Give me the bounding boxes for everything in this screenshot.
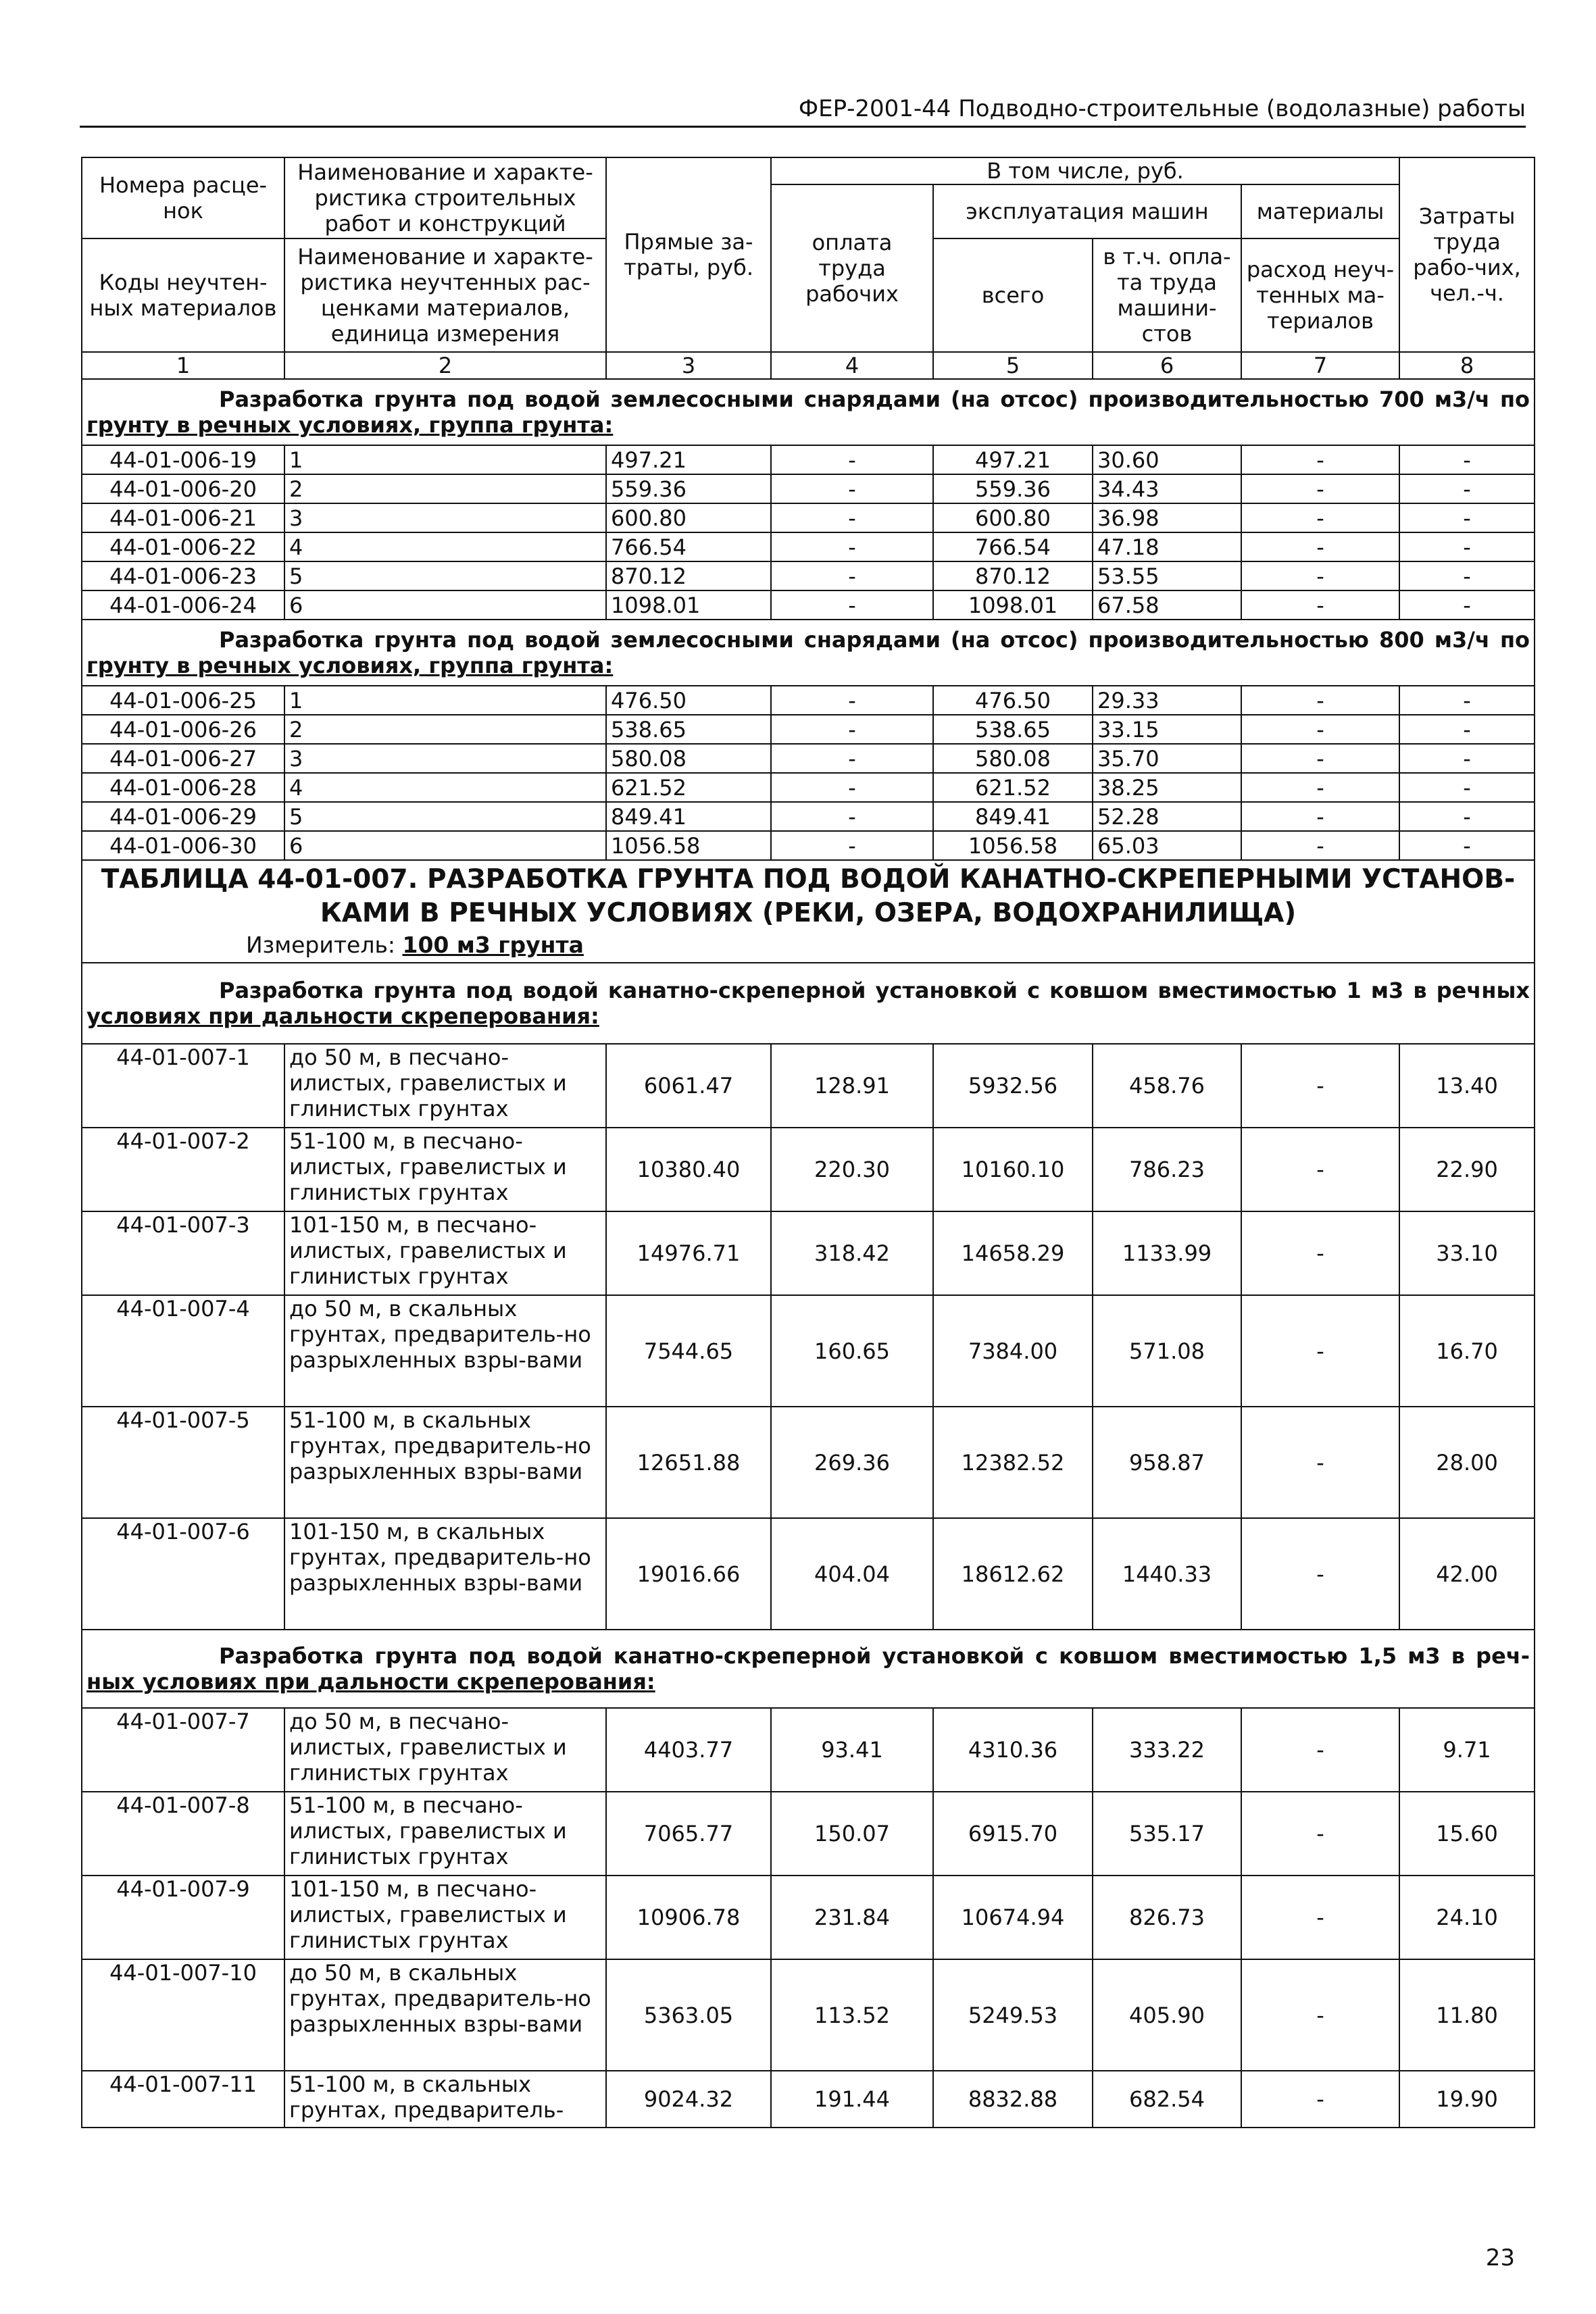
section-title: Разработка грунта под водой землесосными снарядами (на отсос) производительностью 800 м3/ч по (219, 627, 1530, 653)
worker-wages: - (771, 802, 933, 831)
materials: - (1241, 1044, 1399, 1128)
table-row (82, 1211, 1535, 1295)
direct-costs: 10906.78 (606, 1876, 771, 1959)
soil-group: 5 (284, 802, 606, 831)
worker-wages: - (771, 532, 933, 561)
machinist-wages: 33.15 (1093, 715, 1241, 744)
work-description: до 50 м, в скальных грунтах, предваритель-но разрыхленных взры-вами (284, 1959, 606, 2071)
direct-costs: 580.08 (606, 744, 771, 773)
header-materials-consumption: расход неуч-тенных ма-териалов (1241, 238, 1399, 352)
machinist-wages: 35.70 (1093, 744, 1241, 773)
soil-group: 5 (284, 561, 606, 590)
direct-costs: 1098.01 (606, 590, 771, 620)
machine-total: 18612.62 (933, 1518, 1093, 1630)
soil-group: 6 (284, 590, 606, 620)
rate-code: 44-01-007-8 (82, 1792, 284, 1876)
section-title-end: грунту в речных условиях, группа грунта: (86, 412, 614, 438)
worker-wages: - (771, 503, 933, 532)
page-number: 23 (1485, 2244, 1515, 2271)
section-heading (82, 1630, 1535, 1708)
worker-wages: 93.41 (771, 1708, 933, 1792)
table-row (82, 686, 1535, 715)
machine-total: 10674.94 (933, 1876, 1093, 1959)
rate-code: 44-01-006-28 (82, 773, 284, 802)
machinist-wages: 30.60 (1093, 445, 1241, 474)
machinist-wages: 571.08 (1093, 1295, 1241, 1407)
section-heading (82, 379, 1535, 445)
labor-costs: 33.10 (1399, 1211, 1535, 1295)
table-row (82, 1518, 1535, 1630)
direct-costs: 6061.47 (606, 1044, 771, 1128)
machine-total: 600.80 (933, 503, 1093, 532)
table-row (82, 744, 1535, 773)
direct-costs: 7544.65 (606, 1295, 771, 1407)
materials: - (1241, 773, 1399, 802)
materials: - (1241, 1876, 1399, 1959)
soil-group: 4 (284, 773, 606, 802)
rate-code: 44-01-006-19 (82, 445, 284, 474)
column-number: 8 (1399, 352, 1535, 379)
worker-wages: 318.42 (771, 1211, 933, 1295)
worker-wages: - (771, 445, 933, 474)
table-row (82, 561, 1535, 590)
direct-costs: 4403.77 (606, 1708, 771, 1792)
materials: - (1241, 2071, 1399, 2128)
materials: - (1241, 1959, 1399, 2071)
machinist-wages: 52.28 (1093, 802, 1241, 831)
materials: - (1241, 474, 1399, 503)
machine-total: 497.21 (933, 445, 1093, 474)
materials: - (1241, 590, 1399, 620)
work-description: 51-100 м, в скальных грунтах, предваритель- (284, 2071, 606, 2128)
direct-costs: 10380.40 (606, 1128, 771, 1211)
machine-total: 12382.52 (933, 1407, 1093, 1518)
machinist-wages: 333.22 (1093, 1708, 1241, 1792)
worker-wages: 191.44 (771, 2071, 933, 2128)
labor-costs: - (1399, 744, 1535, 773)
materials: - (1241, 1792, 1399, 1876)
table-row (82, 715, 1535, 744)
materials: - (1241, 503, 1399, 532)
labor-costs: - (1399, 715, 1535, 744)
header-machine-total: всего (933, 238, 1093, 352)
rate-code: 44-01-007-3 (82, 1211, 284, 1295)
rate-code: 44-01-006-22 (82, 532, 284, 561)
table-row (82, 773, 1535, 802)
worker-wages: 231.84 (771, 1876, 933, 1959)
direct-costs: 600.80 (606, 503, 771, 532)
table-row (82, 1876, 1535, 1959)
table-row (82, 503, 1535, 532)
labor-costs: 28.00 (1399, 1407, 1535, 1518)
column-number: 6 (1093, 352, 1241, 379)
meter-value: 100 м3 грунта (402, 932, 584, 958)
labor-costs: - (1399, 590, 1535, 620)
soil-group: 6 (284, 831, 606, 860)
work-description: 51-100 м, в песчано-илистых, гравелистых и глинистых грунтах (284, 1128, 606, 1211)
labor-costs: - (1399, 773, 1535, 802)
header-norm-numbers: Номера расце-нок (82, 157, 284, 238)
direct-costs: 559.36 (606, 474, 771, 503)
machine-total: 6915.70 (933, 1792, 1093, 1876)
machine-total: 7384.00 (933, 1295, 1093, 1407)
table-row (82, 802, 1535, 831)
machine-total: 4310.36 (933, 1708, 1093, 1792)
rate-code: 44-01-007-6 (82, 1518, 284, 1630)
direct-costs: 19016.66 (606, 1518, 771, 1630)
labor-costs: 9.71 (1399, 1708, 1535, 1792)
machine-total: 870.12 (933, 561, 1093, 590)
materials: - (1241, 686, 1399, 715)
work-description: до 50 м, в скальных грунтах, предваритель-но разрыхленных взры-вами (284, 1295, 606, 1407)
work-description: 51-100 м, в песчано-илистых, гравелистых и глинистых грунтах (284, 1792, 606, 1876)
work-description: 101-150 м, в песчано-илистых, гравелистых и глинистых грунтах (284, 1876, 606, 1959)
section-heading (82, 963, 1535, 1044)
soil-group: 2 (284, 474, 606, 503)
labor-costs: 42.00 (1399, 1518, 1535, 1630)
machine-total: 10160.10 (933, 1128, 1093, 1211)
table-row (82, 1128, 1535, 1211)
header-including: В том числе, руб. (771, 157, 1399, 184)
labor-costs: 15.60 (1399, 1792, 1535, 1876)
section-title: Разработка грунта под водой канатно-скреперной установкой с ковшом вместимостью 1,5 м3 в реч- (219, 1643, 1530, 1669)
table-row (82, 532, 1535, 561)
page-header: ФЕР-2001-44 Подводно-строительные (водолазные) работы (80, 93, 1526, 128)
rate-code: 44-01-006-24 (82, 590, 284, 620)
table-title-row (82, 860, 1535, 963)
direct-costs: 476.50 (606, 686, 771, 715)
worker-wages: 404.04 (771, 1518, 933, 1630)
rate-code: 44-01-007-5 (82, 1407, 284, 1518)
machinist-wages: 29.33 (1093, 686, 1241, 715)
header-machine-operation: эксплуатация машин (933, 184, 1241, 238)
direct-costs: 12651.88 (606, 1407, 771, 1518)
direct-costs: 870.12 (606, 561, 771, 590)
rate-code: 44-01-007-9 (82, 1876, 284, 1959)
rate-code: 44-01-007-7 (82, 1708, 284, 1792)
machine-total: 559.36 (933, 474, 1093, 503)
worker-wages: - (771, 831, 933, 860)
machine-total: 621.52 (933, 773, 1093, 802)
section-title: Разработка грунта под водой землесосными снарядами (на отсос) производительностью 700 м3/ч по (219, 386, 1530, 412)
machine-total: 580.08 (933, 744, 1093, 773)
machinist-wages: 1133.99 (1093, 1211, 1241, 1295)
direct-costs: 7065.77 (606, 1792, 771, 1876)
meter-row (86, 930, 1530, 960)
machinist-wages: 38.25 (1093, 773, 1241, 802)
header-material-codes: Коды неучтен-ных материалов (82, 238, 284, 352)
column-number: 5 (933, 352, 1093, 379)
meter-label: Измеритель: (246, 932, 403, 958)
rate-code: 44-01-006-20 (82, 474, 284, 503)
direct-costs: 766.54 (606, 532, 771, 561)
table-row (82, 2071, 1535, 2128)
table-row (82, 445, 1535, 474)
soil-group: 3 (284, 744, 606, 773)
table-row (82, 1407, 1535, 1518)
table-title: ТАБЛИЦА 44-01-007. РАЗРАБОТКА ГРУНТА ПОД ВОДОЙ КАНАТНО-СКРЕПЕРНЫМИ УСТАНОВ-КАМИ В РЕЧНЫХ УСЛОВИЯХ (РЕКИ, ОЗЕРА, ВОДОХРАНИЛИЩА) (101, 864, 1516, 928)
materials: - (1241, 1518, 1399, 1630)
materials: - (1241, 715, 1399, 744)
work-description: до 50 м, в песчано-илистых, гравелистых и глинистых грунтах (284, 1044, 606, 1128)
machinist-wages: 65.03 (1093, 831, 1241, 860)
rate-code: 44-01-007-10 (82, 1959, 284, 2071)
materials: - (1241, 1128, 1399, 1211)
rate-code: 44-01-006-29 (82, 802, 284, 831)
rate-code: 44-01-007-11 (82, 2071, 284, 2128)
machinist-wages: 1440.33 (1093, 1518, 1241, 1630)
machinist-wages: 786.23 (1093, 1128, 1241, 1211)
direct-costs: 5363.05 (606, 1959, 771, 2071)
direct-costs: 497.21 (606, 445, 771, 474)
soil-group: 4 (284, 532, 606, 561)
rate-code: 44-01-007-1 (82, 1044, 284, 1128)
materials: - (1241, 561, 1399, 590)
column-number: 3 (606, 352, 771, 379)
work-description: до 50 м, в песчано-илистых, гравелистых и глинистых грунтах (284, 1708, 606, 1792)
column-number: 7 (1241, 352, 1399, 379)
materials: - (1241, 1708, 1399, 1792)
machinist-wages: 458.76 (1093, 1044, 1241, 1128)
column-number: 2 (284, 352, 606, 379)
work-description: 51-100 м, в скальных грунтах, предваритель-но разрыхленных взры-вами (284, 1407, 606, 1518)
worker-wages: 160.65 (771, 1295, 933, 1407)
worker-wages: 220.30 (771, 1128, 933, 1211)
materials: - (1241, 1407, 1399, 1518)
materials: - (1241, 1295, 1399, 1407)
labor-costs: - (1399, 503, 1535, 532)
table-row (82, 474, 1535, 503)
rates-table (81, 157, 1535, 2128)
column-number: 4 (771, 352, 933, 379)
rate-code: 44-01-006-30 (82, 831, 284, 860)
table-row (82, 831, 1535, 860)
table-row (82, 1792, 1535, 1876)
header-work-name: Наименование и характе-ристика строительных работ и конструкций (284, 157, 606, 238)
machinist-wages: 405.90 (1093, 1959, 1241, 2071)
rate-code: 44-01-006-23 (82, 561, 284, 590)
machine-total: 476.50 (933, 686, 1093, 715)
worker-wages: - (771, 773, 933, 802)
work-description: 101-150 м, в скальных грунтах, предваритель-но разрыхленных взры-вами (284, 1518, 606, 1630)
rate-code: 44-01-007-4 (82, 1295, 284, 1407)
soil-group: 1 (284, 445, 606, 474)
machinist-wages: 535.17 (1093, 1792, 1241, 1876)
table-row (82, 590, 1535, 620)
direct-costs: 538.65 (606, 715, 771, 744)
materials: - (1241, 744, 1399, 773)
worker-wages: 269.36 (771, 1407, 933, 1518)
labor-costs: 11.80 (1399, 1959, 1535, 2071)
machinist-wages: 958.87 (1093, 1407, 1241, 1518)
labor-costs: - (1399, 532, 1535, 561)
labor-costs: 16.70 (1399, 1295, 1535, 1407)
column-number: 1 (82, 352, 284, 379)
machine-total: 1056.58 (933, 831, 1093, 860)
machine-total: 766.54 (933, 532, 1093, 561)
table-row (82, 1044, 1535, 1128)
rate-code: 44-01-006-25 (82, 686, 284, 715)
section-title-end: грунту в речных условиях, группа грунта: (86, 653, 614, 678)
section-title-end: условиях при дальности скреперования: (86, 1003, 599, 1029)
work-description: 101-150 м, в песчано-илистых, гравелистых и глинистых грунтах (284, 1211, 606, 1295)
header-labor-costs: Затраты труда рабо-чих, чел.-ч. (1399, 157, 1535, 352)
materials: - (1241, 802, 1399, 831)
worker-wages: - (771, 474, 933, 503)
header-material-name: Наименование и характе-ристика неучтенных рас-ценками материалов, единица измерения (284, 238, 606, 352)
table-row (82, 1959, 1535, 2071)
labor-costs: 24.10 (1399, 1876, 1535, 1959)
worker-wages: 150.07 (771, 1792, 933, 1876)
labor-costs: 22.90 (1399, 1128, 1535, 1211)
soil-group: 3 (284, 503, 606, 532)
machinist-wages: 34.43 (1093, 474, 1241, 503)
materials: - (1241, 532, 1399, 561)
section-title-end: ных условиях при дальности скреперования: (86, 1669, 655, 1694)
materials: - (1241, 831, 1399, 860)
materials: - (1241, 1211, 1399, 1295)
direct-costs: 621.52 (606, 773, 771, 802)
table-row (82, 1295, 1535, 1407)
section-title: Разработка грунта под водой канатно-скреперной установкой с ковшом вместимостью 1 м3 в речных (219, 978, 1530, 1003)
machinist-wages: 53.55 (1093, 561, 1241, 590)
labor-costs: - (1399, 561, 1535, 590)
direct-costs: 1056.58 (606, 831, 771, 860)
soil-group: 2 (284, 715, 606, 744)
direct-costs: 849.41 (606, 802, 771, 831)
machine-total: 5249.53 (933, 1959, 1093, 2071)
labor-costs: - (1399, 445, 1535, 474)
header-machinist-wages: в т.ч. опла-та труда машини-стов (1093, 238, 1241, 352)
column-numbers-row (82, 352, 1535, 379)
rate-code: 44-01-006-26 (82, 715, 284, 744)
header-materials: материалы (1241, 184, 1399, 238)
machinist-wages: 67.58 (1093, 590, 1241, 620)
worker-wages: 113.52 (771, 1959, 933, 2071)
labor-costs: - (1399, 686, 1535, 715)
machine-total: 849.41 (933, 802, 1093, 831)
worker-wages: - (771, 561, 933, 590)
machine-total: 538.65 (933, 715, 1093, 744)
materials: - (1241, 445, 1399, 474)
worker-wages: 128.91 (771, 1044, 933, 1128)
direct-costs: 9024.32 (606, 2071, 771, 2128)
header-direct-costs: Прямые за-траты, руб. (606, 157, 771, 352)
labor-costs: - (1399, 474, 1535, 503)
machinist-wages: 826.73 (1093, 1876, 1241, 1959)
machine-total: 8832.88 (933, 2071, 1093, 2128)
machine-total: 14658.29 (933, 1211, 1093, 1295)
machinist-wages: 47.18 (1093, 532, 1241, 561)
labor-costs: 19.90 (1399, 2071, 1535, 2128)
section-heading (82, 620, 1535, 686)
rate-code: 44-01-006-21 (82, 503, 284, 532)
direct-costs: 14976.71 (606, 1211, 771, 1295)
labor-costs: - (1399, 831, 1535, 860)
header-worker-wages: оплата труда рабочих (771, 184, 933, 352)
worker-wages: - (771, 686, 933, 715)
labor-costs: 13.40 (1399, 1044, 1535, 1128)
worker-wages: - (771, 590, 933, 620)
machinist-wages: 682.54 (1093, 2071, 1241, 2128)
worker-wages: - (771, 744, 933, 773)
table-row (82, 1708, 1535, 1792)
rate-code: 44-01-006-27 (82, 744, 284, 773)
machine-total: 5932.56 (933, 1044, 1093, 1128)
worker-wages: - (771, 715, 933, 744)
soil-group: 1 (284, 686, 606, 715)
machinist-wages: 36.98 (1093, 503, 1241, 532)
labor-costs: - (1399, 802, 1535, 831)
rate-code: 44-01-007-2 (82, 1128, 284, 1211)
machine-total: 1098.01 (933, 590, 1093, 620)
